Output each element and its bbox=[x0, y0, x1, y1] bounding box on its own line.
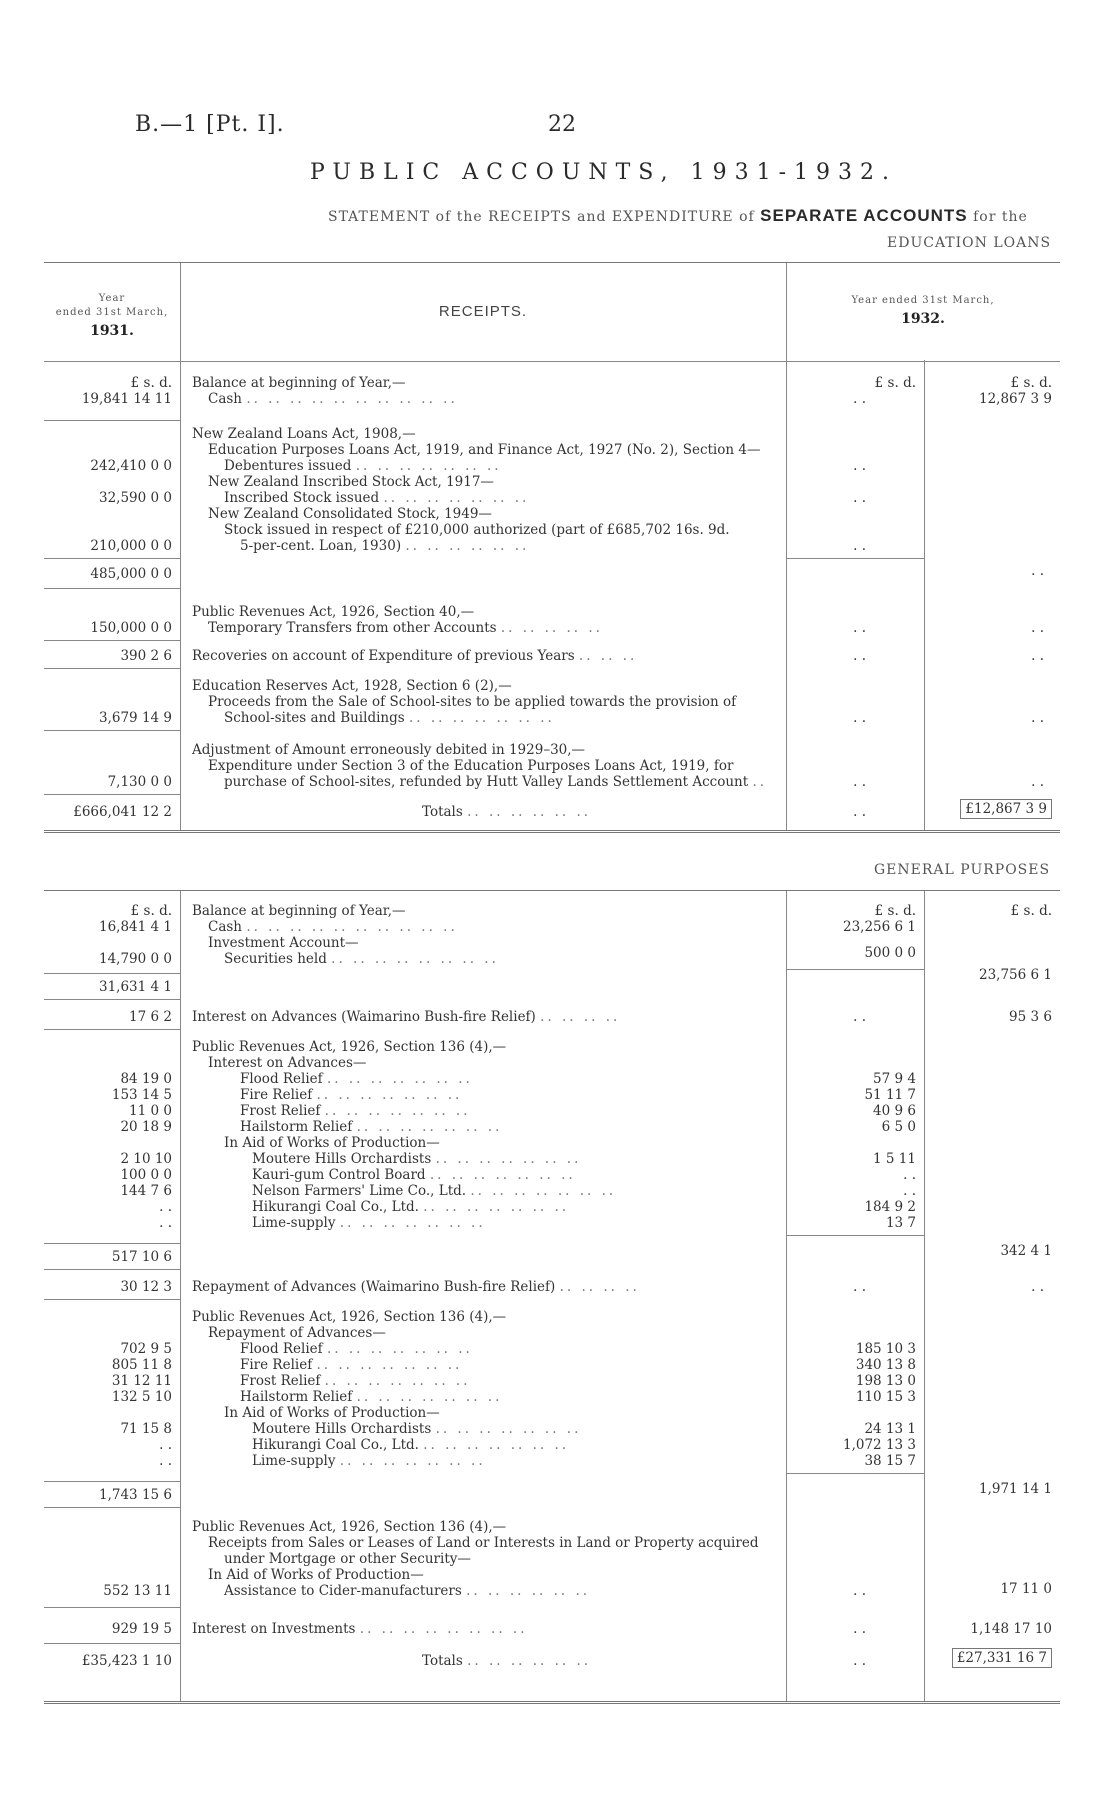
s2-repayment-waimarino-1932: . . bbox=[1031, 1279, 1044, 1295]
general-purposes-table bbox=[44, 890, 1060, 1704]
s2-balance-label: Balance at beginning of Year,— bbox=[192, 903, 406, 919]
leader-dots: .. .. .. .. .. .. .. bbox=[326, 1341, 473, 1357]
s1-balance-1932: 12,867 3 9 bbox=[979, 391, 1052, 407]
year1931-label-c: 1931. bbox=[90, 323, 134, 339]
leader-dots: .. .. .. .. .. .. .. bbox=[423, 1437, 570, 1453]
ledger-row-label-text: Kauri-gum Control Board bbox=[252, 1167, 426, 1183]
ledger-row-label-text: Moutere Hills Orchardists bbox=[252, 1421, 432, 1437]
ledger-row-label-text: Hikurangi Coal Co., Ltd. bbox=[252, 1437, 419, 1453]
s1-cash-label: Cash .. .. .. .. .. .. .. .. .. .. bbox=[208, 391, 458, 407]
ledger-row-label-text: Frost Relief bbox=[240, 1373, 321, 1389]
s1-transfers-1932-inner: . . bbox=[853, 620, 866, 636]
s1-edu-reserves-label: Education Reserves Act, 1928, Section 6 (2),— bbox=[192, 678, 512, 694]
s1-edu-reserves-1932-inner: . . bbox=[853, 710, 866, 726]
ledger-row-1931: . . bbox=[159, 1453, 172, 1469]
s2-interest-investments-label: Interest on Investments .. .. .. .. .. .. .. .. bbox=[192, 1621, 528, 1637]
s2-cider-1931: 552 13 11 bbox=[103, 1583, 172, 1599]
ledger-row-1932: 1,072 13 3 bbox=[843, 1437, 916, 1453]
ledger-row-1932: 24 13 1 bbox=[864, 1421, 916, 1437]
s1-total-1932-value: £12,867 3 9 bbox=[960, 799, 1052, 819]
ledger-row-label-text: Fire Relief bbox=[240, 1357, 313, 1373]
s2-cash-label: Cash .. .. .. .. .. .. .. .. .. .. bbox=[208, 919, 458, 935]
s2-mortgage-label: under Mortgage or other Security— bbox=[224, 1551, 471, 1567]
s1-proceeds-label: Proceeds from the Sale of School-sites to be applied towards the provision of bbox=[208, 694, 737, 710]
ledger-row-label-text: Hikurangi Coal Co., Ltd. bbox=[252, 1199, 419, 1215]
s2-interest-investments-1932-inner: . . bbox=[853, 1621, 866, 1637]
ledger-row-label-text: Hailstorm Relief bbox=[240, 1119, 353, 1135]
ledger-row-1931: . . bbox=[159, 1437, 172, 1453]
ledger-row-1932: 57 9 4 bbox=[873, 1071, 916, 1087]
s2-interest-investments-1932: 1,148 17 10 bbox=[970, 1621, 1052, 1637]
s2-repayment-waimarino-1931: 30 12 3 bbox=[120, 1279, 172, 1295]
ledger-row-label-text: Flood Relief bbox=[240, 1341, 323, 1357]
ledger-row-label-text: Moutere Hills Orchardists bbox=[252, 1151, 432, 1167]
ledger-row-1931: 20 18 9 bbox=[120, 1119, 172, 1135]
ledger-row-1932: 340 13 8 bbox=[855, 1357, 916, 1373]
s1-adjustment-1931: 7,130 0 0 bbox=[107, 774, 172, 790]
ledger-row-label bbox=[240, 1103, 471, 1119]
ledger-row-1931: 100 0 0 bbox=[120, 1167, 172, 1183]
s1-adjustment-1932: . . bbox=[1031, 774, 1044, 790]
ledger-row-1932: 13 7 bbox=[885, 1215, 916, 1231]
ledger-row-1931: 153 14 5 bbox=[111, 1087, 172, 1103]
s1-totals-label: Totals .. .. .. .. .. .. bbox=[422, 804, 592, 820]
s1-total-1932-inner: . . bbox=[853, 804, 866, 820]
ledger-row-1932: 184 9 2 bbox=[864, 1199, 916, 1215]
s2-repayment-waimarino-1932-inner: . . bbox=[853, 1279, 866, 1295]
ledger-row-1931: . . bbox=[159, 1215, 172, 1231]
s1-debentures-label: Debentures issued .. .. .. .. .. .. .. bbox=[224, 458, 502, 474]
leader-dots: .. .. .. .. .. .. .. bbox=[316, 1357, 463, 1373]
s2-repayment-total-1932: 1,971 14 1 bbox=[979, 1481, 1052, 1497]
s2-interest-waimarino-1931: 17 6 2 bbox=[129, 1009, 172, 1025]
leader-dots: .. .. .. .. .. .. .. bbox=[429, 1167, 576, 1183]
s2-interest-on-advances-label: Interest on Advances— bbox=[208, 1055, 367, 1071]
s1-transfers-1931: 150,000 0 0 bbox=[90, 620, 172, 636]
s2-cider-label: Assistance to Cider-manufacturers .. .. .. .. .. .. bbox=[224, 1583, 591, 1599]
ledger-row-label bbox=[252, 1167, 576, 1183]
ledger-row-1932: 40 9 6 bbox=[873, 1103, 916, 1119]
s1-school-sites-label: School-sites and Buildings .. .. .. .. .. .. .. bbox=[224, 710, 555, 726]
s1-public-revenues-label: Public Revenues Act, 1926, Section 40,— bbox=[192, 604, 475, 620]
s1-expenditure-label: Expenditure under Section 3 of the Education Purposes Loans Act, 1919, for bbox=[208, 758, 734, 774]
s1-consolidated-1932: . . bbox=[853, 538, 866, 554]
s1-inscribed-1932: . . bbox=[853, 490, 866, 506]
s1-adjustment-1932-inner: . . bbox=[853, 774, 866, 790]
year1932-label-b: 1932. bbox=[901, 311, 945, 327]
s1-debentures-1932: . . bbox=[853, 458, 866, 474]
ledger-row-label-text: Hailstorm Relief bbox=[240, 1389, 353, 1405]
s2-sales-leases-label: Receipts from Sales or Leases of Land or Interests in Land or Property acquired bbox=[208, 1535, 759, 1551]
ledger-row-1931: 31 12 11 bbox=[111, 1373, 172, 1389]
s2-repayment-aid-works-label: In Aid of Works of Production— bbox=[224, 1405, 440, 1421]
leader-dots: .. .. .. .. .. .. .. bbox=[324, 1103, 471, 1119]
ledger-row-1931: 805 11 8 bbox=[111, 1357, 172, 1373]
s2-investment-account-label: Investment Account— bbox=[208, 935, 359, 951]
subtitle-pre: STATEMENT of the RECEIPTS and EXPENDITURE of bbox=[328, 209, 755, 225]
s2-securities-1931: 14,790 0 0 bbox=[99, 951, 172, 967]
ledger-row-1932: 38 15 7 bbox=[864, 1453, 916, 1469]
ledger-row-1932: 185 10 3 bbox=[855, 1341, 916, 1357]
education-loans-table bbox=[44, 360, 1060, 833]
ledger-row-label bbox=[240, 1087, 462, 1103]
leader-dots: .. .. .. .. .. .. .. bbox=[356, 1389, 503, 1405]
ledger-row-1932: . . bbox=[903, 1183, 916, 1199]
ledger-row-label bbox=[240, 1341, 473, 1357]
s1-total-1932 bbox=[924, 801, 1052, 817]
year1931-label-a: Year bbox=[98, 293, 126, 304]
leader-dots: .. .. .. .. .. .. .. bbox=[435, 1151, 582, 1167]
leader-dots: .. .. .. .. .. .. .. bbox=[339, 1215, 486, 1231]
ledger-row-1931: 132 5 10 bbox=[111, 1389, 172, 1405]
s1-consolidated-1931: 210,000 0 0 bbox=[90, 538, 172, 554]
receipts-heading: RECEIPTS. bbox=[438, 303, 528, 320]
statement-subtitle bbox=[328, 206, 1028, 226]
s1-nz-loans-label: New Zealand Loans Act, 1908,— bbox=[192, 426, 416, 442]
ledger-row-1932: 198 13 0 bbox=[855, 1373, 916, 1389]
s1-recoveries-1932: . . bbox=[1031, 648, 1044, 664]
s2-total-1932-value: £27,331 16 7 bbox=[952, 1648, 1052, 1668]
s2-aid-works-label: In Aid of Works of Production— bbox=[224, 1135, 440, 1151]
leader-dots: .. .. .. .. .. .. .. bbox=[324, 1373, 471, 1389]
s2-interest-waimarino-1932-inner: . . bbox=[853, 1009, 866, 1025]
s1-consolidated-label: New Zealand Consolidated Stock, 1949— bbox=[208, 506, 492, 522]
s1-nz-subtotal-1931: 485,000 0 0 bbox=[90, 566, 172, 582]
lsd-1932-outer: £ s. d. bbox=[1010, 375, 1052, 391]
s1-adjustment-label: Adjustment of Amount erroneously debited in 1929–30,— bbox=[192, 742, 586, 758]
section-title-general-purposes: GENERAL PURPOSES bbox=[874, 862, 1051, 878]
s1-recoveries-label: Recoveries on account of Expenditure of previous Years .. .. .. bbox=[192, 648, 638, 664]
ledger-row-label bbox=[252, 1215, 486, 1231]
ledger-row-1932: . . bbox=[903, 1167, 916, 1183]
s1-refund-label: purchase of School-sites, refunded by Hutt Valley Lands Settlement Account .. bbox=[224, 774, 768, 790]
ledger-row-1932: 6 5 0 bbox=[881, 1119, 916, 1135]
s2-interest-subtotal-1931: 517 10 6 bbox=[111, 1249, 172, 1265]
s2-interest-waimarino-1932: 95 3 6 bbox=[1009, 1009, 1052, 1025]
ledger-row-label bbox=[252, 1183, 616, 1199]
ledger-row-label bbox=[240, 1373, 471, 1389]
s1-debentures-1931: 242,410 0 0 bbox=[90, 458, 172, 474]
s1-inscribed-stock-label: Inscribed Stock issued .. .. .. .. .. .. .. bbox=[224, 490, 530, 506]
s2-balance-subtotal-1931: 31,631 4 1 bbox=[99, 979, 172, 995]
s2-repayment-of-advances-label: Repayment of Advances— bbox=[208, 1325, 386, 1341]
s1-loan-1930-label: 5-per-cent. Loan, 1930) .. .. .. .. .. .. bbox=[240, 538, 530, 554]
s1-edu-purposes-label: Education Purposes Loans Act, 1919, and Finance Act, 1927 (No. 2), Section 4— bbox=[208, 442, 761, 458]
ledger-row-1932: 51 11 7 bbox=[864, 1087, 916, 1103]
s1-stock-issued-label: Stock issued in respect of £210,000 authorized (part of £685,702 16s. 9d. bbox=[224, 522, 730, 538]
s1-recoveries-1931: 390 2 6 bbox=[120, 648, 172, 664]
ledger-row-label-text: Lime-supply bbox=[252, 1215, 336, 1231]
s2-pr-interest-label: Public Revenues Act, 1926, Section 136 (4),— bbox=[192, 1039, 507, 1055]
ledger-row-label-text: Frost Relief bbox=[240, 1103, 321, 1119]
s2-lsd-1932-outer: £ s. d. bbox=[1010, 903, 1052, 919]
s2-cider-1932: 17 11 0 bbox=[1000, 1581, 1052, 1597]
s1-balance-1932-inner: . . bbox=[853, 391, 866, 407]
leader-dots: .. .. .. .. .. .. .. bbox=[316, 1087, 463, 1103]
year1932-label-a: Year ended 31st March, bbox=[851, 295, 995, 306]
page-number: 22 bbox=[548, 112, 576, 137]
document-reference: B.—1 [Pt. I]. bbox=[135, 112, 285, 137]
s2-total-1931: £35,423 1 10 bbox=[81, 1653, 172, 1669]
ledger-row-label bbox=[252, 1453, 486, 1469]
ledger-row-label-text: Nelson Farmers' Lime Co., Ltd. bbox=[252, 1183, 467, 1199]
ledger-row-1931: 2 10 10 bbox=[120, 1151, 172, 1167]
s2-pr-sales-label: Public Revenues Act, 1926, Section 136 (4),— bbox=[192, 1519, 507, 1535]
ledger-row-label bbox=[240, 1357, 462, 1373]
leader-dots: .. .. .. .. .. .. .. bbox=[423, 1199, 570, 1215]
s2-repayment-waimarino-label: Repayment of Advances (Waimarino Bush-fire Relief) .. .. .. .. bbox=[192, 1279, 640, 1295]
ledger-row-label-text: Lime-supply bbox=[252, 1453, 336, 1469]
leader-dots: .. .. .. .. .. .. .. bbox=[339, 1453, 486, 1469]
ledger-row-1932: 110 15 3 bbox=[855, 1389, 916, 1405]
subtitle-strong: SEPARATE ACCOUNTS bbox=[760, 206, 968, 225]
s1-edu-reserves-1931: 3,679 14 9 bbox=[99, 710, 172, 726]
ledger-row-label-text: Flood Relief bbox=[240, 1071, 323, 1087]
subtitle-post: for the bbox=[973, 209, 1028, 225]
s2-securities-label: Securities held .. .. .. .. .. .. .. .. bbox=[224, 951, 499, 967]
ledger-row-label bbox=[240, 1071, 473, 1087]
s2-total-1932-inner: . . bbox=[853, 1653, 866, 1669]
leader-dots: .. .. .. .. .. .. .. bbox=[470, 1183, 617, 1199]
s2-total-1932 bbox=[924, 1650, 1052, 1666]
ledger-row-label bbox=[252, 1437, 569, 1453]
ledger-row-label-text: Fire Relief bbox=[240, 1087, 313, 1103]
ledger-row-label bbox=[252, 1199, 569, 1215]
page-title: PUBLIC ACCOUNTS, 1931-1932. bbox=[310, 160, 897, 185]
s2-interest-waimarino-label: Interest on Advances (Waimarino Bush-fire Relief) .. .. .. .. bbox=[192, 1009, 621, 1025]
year1931-label-b: ended 31st March, bbox=[55, 307, 169, 318]
s1-total-1931: £666,041 12 2 bbox=[73, 804, 172, 820]
s1-nz-subtotal-1932: . . bbox=[1031, 563, 1044, 579]
column-header-band bbox=[44, 262, 1060, 362]
s1-recoveries-1932-inner: . . bbox=[853, 648, 866, 664]
s2-cash-1931: 16,841 4 1 bbox=[99, 919, 172, 935]
leader-dots: .. .. .. .. .. .. .. bbox=[326, 1071, 473, 1087]
s2-lsd-1931: £ s. d. bbox=[130, 903, 172, 919]
s2-balance-total-1932: 23,756 6 1 bbox=[979, 967, 1052, 983]
s2-repayment-subtotal-1931: 1,743 15 6 bbox=[99, 1487, 172, 1503]
s2-lsd-1932-inner: £ s. d. bbox=[874, 903, 916, 919]
s1-balance-1931: 19,841 14 11 bbox=[81, 391, 172, 407]
ledger-row-1931: 84 19 0 bbox=[120, 1071, 172, 1087]
s1-temporary-transfers-label: Temporary Transfers from other Accounts .. .. .. .. .. bbox=[208, 620, 603, 636]
s1-transfers-1932: . . bbox=[1031, 620, 1044, 636]
s1-balance-label: Balance at beginning of Year,— bbox=[192, 375, 406, 391]
s2-cash-1932: 23,256 6 1 bbox=[843, 919, 916, 935]
ledger-row-1931: 11 0 0 bbox=[129, 1103, 172, 1119]
s2-pr-repayment-label: Public Revenues Act, 1926, Section 136 (4),— bbox=[192, 1309, 507, 1325]
leader-dots: .. .. .. .. .. .. .. bbox=[435, 1421, 582, 1437]
s2-interest-total-1932: 342 4 1 bbox=[1000, 1243, 1052, 1259]
ledger-row-label bbox=[252, 1151, 581, 1167]
section-title-education-loans: EDUCATION LOANS bbox=[887, 235, 1052, 251]
ledger-row-1932: 1 5 11 bbox=[873, 1151, 916, 1167]
s2-totals-label: Totals .. .. .. .. .. .. bbox=[422, 1653, 592, 1669]
lsd-1932-inner: £ s. d. bbox=[874, 375, 916, 391]
ledger-row-1931: 144 7 6 bbox=[120, 1183, 172, 1199]
s2-cider-1932-inner: . . bbox=[853, 1583, 866, 1599]
ledger-row-label bbox=[240, 1119, 502, 1135]
s1-inscribed-act-label: New Zealand Inscribed Stock Act, 1917— bbox=[208, 474, 494, 490]
ledger-row-1931: 71 15 8 bbox=[120, 1421, 172, 1437]
s2-securities-1932: 500 0 0 bbox=[864, 945, 916, 961]
ledger-row-label bbox=[240, 1389, 502, 1405]
ledger-row-1931: 702 9 5 bbox=[120, 1341, 172, 1357]
ledger-row-label bbox=[252, 1421, 581, 1437]
ledger-row-1931: . . bbox=[159, 1199, 172, 1215]
s2-sales-aid-label: In Aid of Works of Production— bbox=[208, 1567, 424, 1583]
s2-interest-investments-1931: 929 19 5 bbox=[111, 1621, 172, 1637]
leader-dots: .. .. .. .. .. .. .. bbox=[356, 1119, 503, 1135]
s1-inscribed-1931: 32,590 0 0 bbox=[99, 490, 172, 506]
lsd-1931: £ s. d. bbox=[130, 375, 172, 391]
s1-edu-reserves-1932: . . bbox=[1031, 710, 1044, 726]
